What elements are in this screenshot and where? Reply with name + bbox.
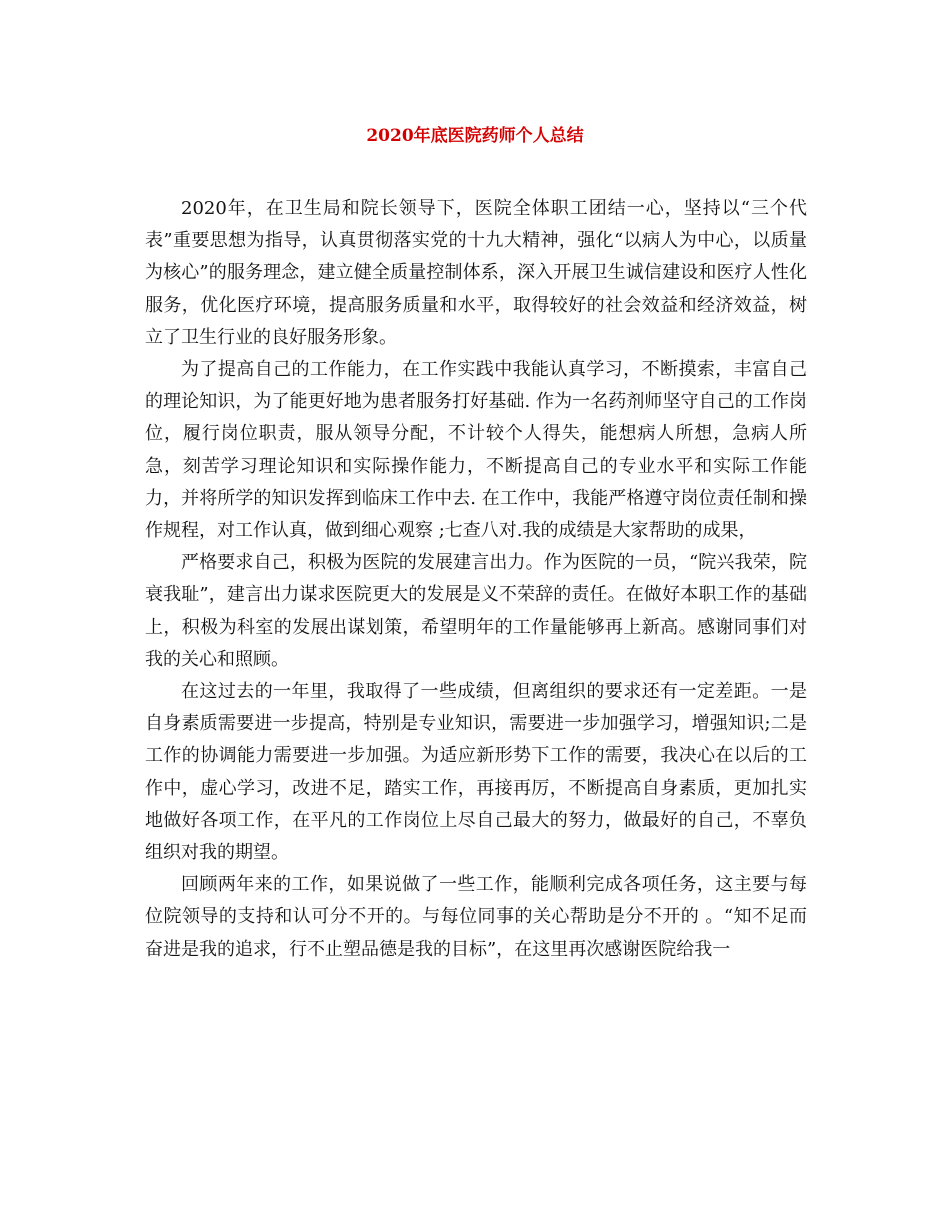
paragraph-3: 严格要求自己，积极为医院的发展建言出力。作为医院的一员，“院兴我荣，院衰我耻”，建言出力谋求医院更大的发展是义不荣辞的责任。在做好本职工作的基础上，积极为科室的发展出谋划策，希望明年的工作量能够再上新高。感谢同事们对我的关心和照顾。 <box>145 552 807 670</box>
paragraph-4: 在这过去的一年里，我取得了一些成绩，但离组织的要求还有一定差距。一是自身素质需要进一步提高，特别是专业知识，需要进一步加强学习，增强知识;二是工作的协调能力需要进一步加强。为适应新形势下工作的需要，我决心在以后的工作中，虚心学习，改进不足，踏实工作，再接再厉，不断提高自身素质，更加扎实地做好各项工作，在平凡的工作岗位上尽自己最大的努力，做最好的自己，不辜负组织对我的期望。 <box>145 681 807 864</box>
paragraph-1: 2020年，在卫生局和院长领导下，医院全体职工团结一心，坚持以“三个代表”重要思想为指导，认真贯彻落实党的十九大精神，强化“以病人为中心，以质量为核心”的服务理念，建立健全质量控制体系，深入开展卫生诚信建设和医疗人性化服务，优化医疗环境，提高服务质量和水平，取得较好的社会效益和经济效益，树立了卫生行业的良好服务形象。 <box>145 198 807 348</box>
document-body <box>145 193 807 966</box>
paragraph-2: 为了提高自己的工作能力，在工作实践中我能认真学习，不断摸索，丰富自己的理论知识，为了能更好地为患者服务打好基础. 作为一名药剂师坚守自己的工作岗位，履行岗位职责，服从领导分配，不计较个人得失，能想病人所想，急病人所急，刻苦学习理论知识和实际操作能力，不断提高自己的专业水平和实际工作能力，并将所学的知识发挥到临床工作中去. 在工作中，我能严格遵守岗位责任制和操作规程，对工作认真，做到细心观察 ;七查八对.我的成绩是大家帮助的成果， <box>145 359 807 542</box>
paragraph-5: 回顾两年来的工作，如果说做了一些工作，能顺利完成各项任务，这主要与每位院领导的支持和认可分不开的。与每位同事的关心帮助是分不开的 。“知不足而奋进是我的追求，行不止塑品德是我的目标”，在这里再次感谢医院给我一 <box>145 874 807 960</box>
document-title: 2020年底医院药师个人总结 <box>366 126 584 146</box>
